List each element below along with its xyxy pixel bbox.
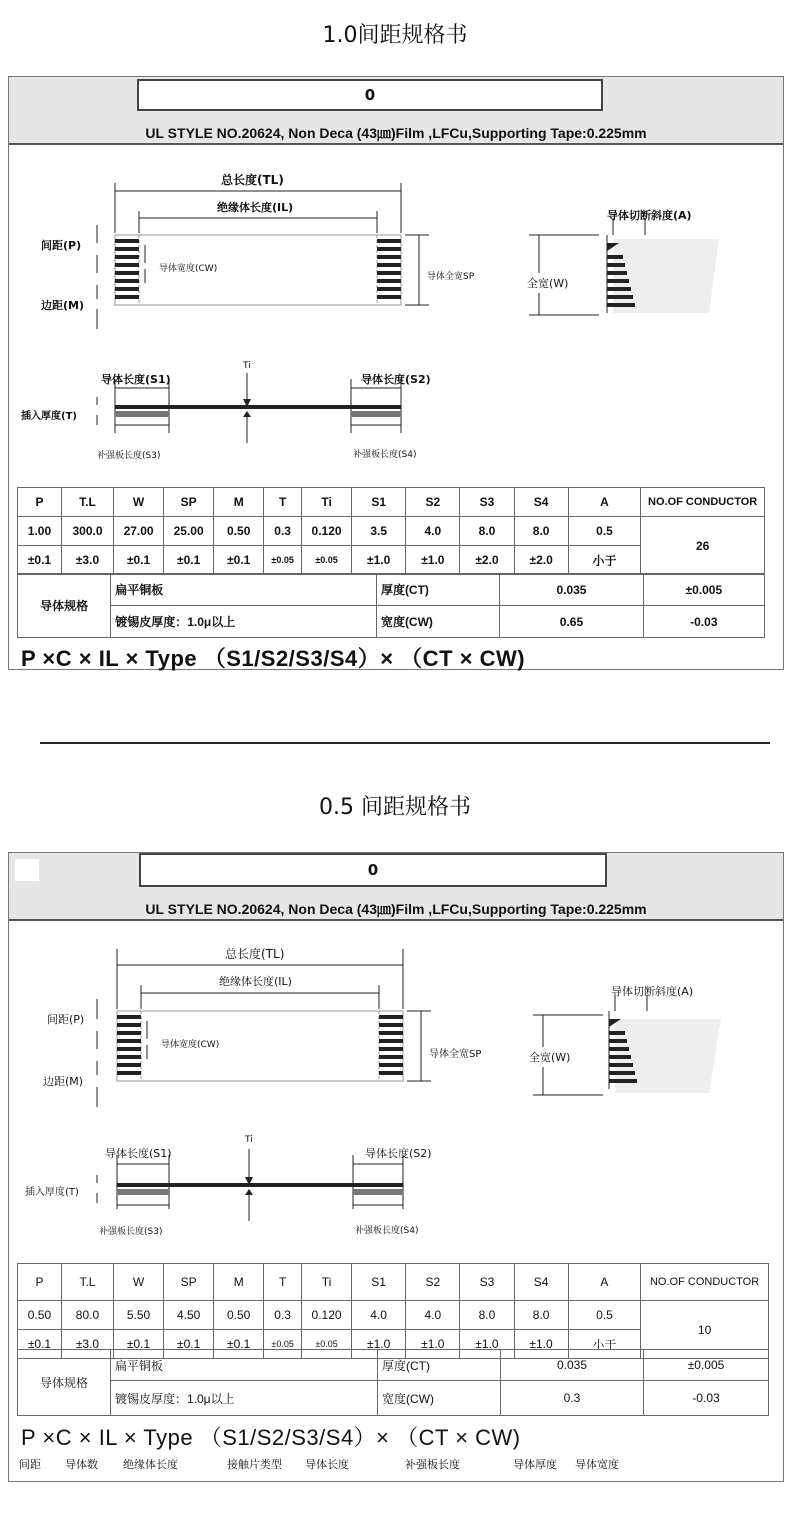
s2-label: 导体长度(S2) bbox=[365, 1147, 432, 1160]
legend-conductor-width: 导体宽度 bbox=[575, 1458, 619, 1471]
conductor-spec-table bbox=[17, 573, 765, 638]
value-w: 5.50 bbox=[114, 1301, 164, 1330]
header-s4: S4 bbox=[514, 1264, 568, 1301]
header-tl: T.L bbox=[61, 488, 113, 517]
header-s1: S1 bbox=[352, 1264, 406, 1301]
value-ti: 0.120 bbox=[302, 1301, 352, 1330]
tol-m: ±0.1 bbox=[214, 1330, 264, 1359]
tol-t: ±0.05 bbox=[264, 1330, 302, 1359]
conductor-full-width-label: 导体全宽SP bbox=[425, 1043, 509, 1062]
spec-table bbox=[17, 487, 765, 575]
value-s2: 4.0 bbox=[406, 1301, 460, 1330]
total-length-label: 总长度(TL) bbox=[221, 173, 284, 187]
value-m: 0.50 bbox=[214, 517, 264, 546]
tol-s3: ±1.0 bbox=[460, 1330, 514, 1359]
header-a: A bbox=[568, 488, 641, 517]
dimension-drawing bbox=[9, 919, 783, 1264]
value-sp: 4.50 bbox=[164, 1301, 214, 1330]
legend-contact-type: 接触片类型 bbox=[227, 1458, 282, 1471]
ti-label: Ti bbox=[239, 359, 255, 373]
cut-slope-label: 导体切断斜度(A) bbox=[611, 985, 694, 998]
legend-insulation-length: 绝缘体长度 bbox=[123, 1458, 178, 1471]
tol-p: ±0.1 bbox=[18, 1330, 62, 1359]
thickness-label: 插入厚度(T) bbox=[21, 411, 77, 422]
ct-value: 0.035 bbox=[501, 1350, 644, 1381]
value-s1: 4.0 bbox=[352, 1301, 406, 1330]
tol-ti: ±0.05 bbox=[302, 1330, 352, 1359]
header-conductor-count: NO.OF CONDUCTOR bbox=[641, 1264, 769, 1301]
header-s3: S3 bbox=[460, 488, 514, 517]
part-number-formula: P ×C × IL × Type （S1/S2/S3/S4）× （CT × CW) bbox=[21, 1425, 521, 1450]
tol-t: ±0.05 bbox=[264, 546, 302, 575]
tol-m: ±0.1 bbox=[214, 546, 264, 575]
tol-w: ±0.1 bbox=[114, 1330, 164, 1359]
value-m: 0.50 bbox=[214, 1301, 264, 1330]
cw-label: 宽度(CW) bbox=[378, 1381, 501, 1416]
legend-conductor-thickness: 导体厚度 bbox=[513, 1458, 557, 1471]
ct-label: 厚度(CT) bbox=[378, 1350, 501, 1381]
cw-label: 宽度(CW) bbox=[376, 606, 499, 638]
part-code-box: 0 bbox=[139, 853, 607, 887]
conductor-material: 扁平铜板 bbox=[111, 1350, 378, 1381]
cw-tolerance: -0.03 bbox=[643, 606, 764, 638]
header-s2: S2 bbox=[406, 488, 460, 517]
tol-s1: ±1.0 bbox=[352, 1330, 406, 1359]
header-w: W bbox=[114, 1264, 164, 1301]
margin-label: 边距(M) bbox=[41, 299, 85, 312]
header-m: M bbox=[214, 488, 264, 517]
cw-tolerance: -0.03 bbox=[644, 1381, 769, 1416]
value-s3: 8.0 bbox=[460, 1301, 514, 1330]
pitch-label: 间距(P) bbox=[47, 1013, 85, 1026]
full-width-label: 全宽(W) bbox=[525, 1047, 599, 1067]
value-tl: 80.0 bbox=[61, 1301, 113, 1330]
conductor-spec-label: 导体规格 bbox=[18, 1350, 111, 1416]
spec-table bbox=[17, 1263, 769, 1359]
value-s2: 4.0 bbox=[406, 517, 460, 546]
tol-sp: ±0.1 bbox=[164, 546, 214, 575]
conductor-spec-table bbox=[17, 1349, 769, 1416]
value-ti: 0.120 bbox=[302, 517, 352, 546]
header-w: W bbox=[114, 488, 164, 517]
total-length-label: 总长度(TL) bbox=[225, 947, 285, 961]
ul-style-line: UL STYLE NO.20624, Non Deca (43㎛)Film ,LFCu,Supporting Tape:0.225mm bbox=[145, 125, 647, 141]
pitch-label: 间距(P) bbox=[41, 239, 82, 252]
s4-label: 补强板长度(S4) bbox=[349, 445, 475, 462]
margin-label: 边距(M) bbox=[43, 1075, 84, 1088]
spec-heading-1: 1.0间距规格书 bbox=[322, 23, 468, 48]
ct-value: 0.035 bbox=[500, 574, 643, 606]
tol-tl: ±3.0 bbox=[61, 1330, 113, 1359]
header-t: T bbox=[264, 1264, 302, 1301]
tol-w: ±0.1 bbox=[114, 546, 164, 575]
value-a: 0.5 bbox=[568, 1301, 641, 1330]
conductor-width-label: 导体宽度(CW) bbox=[155, 259, 221, 276]
tol-s2: ±1.0 bbox=[406, 546, 460, 575]
ct-tolerance: ±0.005 bbox=[644, 1350, 769, 1381]
tol-s2: ±1.0 bbox=[406, 1330, 460, 1359]
tol-p: ±0.1 bbox=[18, 546, 62, 575]
spec-heading-2: 0.5 间距规格书 bbox=[319, 795, 471, 820]
header-s1: S1 bbox=[352, 488, 406, 517]
header-p: P bbox=[18, 1264, 62, 1301]
value-p: 0.50 bbox=[18, 1301, 62, 1330]
cw-value: 0.3 bbox=[501, 1381, 644, 1416]
insulation-length-label: 绝缘体长度(IL) bbox=[219, 975, 292, 988]
tol-tl: ±3.0 bbox=[61, 546, 113, 575]
value-s1: 3.5 bbox=[352, 517, 406, 546]
header-m: M bbox=[214, 1264, 264, 1301]
header-sp: SP bbox=[164, 1264, 214, 1301]
value-t: 0.3 bbox=[264, 1301, 302, 1330]
blank-cell bbox=[15, 859, 39, 881]
tol-a: 小于 bbox=[568, 546, 641, 575]
header-ti: Ti bbox=[302, 488, 352, 517]
conductor-full-width-label: 导体全宽SP bbox=[423, 267, 507, 284]
dimension-drawing bbox=[9, 143, 783, 488]
tol-ti: ±0.05 bbox=[302, 546, 352, 575]
s4-label: 补强板长度(S4) bbox=[351, 1221, 477, 1238]
s3-label: 补强板长度(S3) bbox=[93, 445, 247, 471]
value-sp: 25.00 bbox=[164, 517, 214, 546]
conductor-material: 扁平铜板 bbox=[111, 574, 377, 606]
s2-label: 导体长度(S2) bbox=[361, 373, 431, 386]
legend-conductor-length: 导体长度 bbox=[305, 1458, 349, 1471]
value-conductor-count: 26 bbox=[641, 517, 765, 575]
full-width-label: 全宽(W) bbox=[523, 273, 572, 293]
cut-slope-label: 导体切断斜度(A) bbox=[607, 209, 692, 222]
insulation-length-label: 绝缘体长度(IL) bbox=[217, 201, 294, 214]
header-p: P bbox=[18, 488, 62, 517]
value-t: 0.3 bbox=[264, 517, 302, 546]
conductor-width-label: 导体宽度(CW) bbox=[157, 1035, 223, 1052]
value-tl: 300.0 bbox=[61, 517, 113, 546]
ul-style-line: UL STYLE NO.20624, Non Deca (43㎛)Film ,LFCu,Supporting Tape:0.225mm bbox=[145, 901, 647, 917]
header-s2: S2 bbox=[406, 1264, 460, 1301]
header-s4: S4 bbox=[514, 488, 568, 517]
part-code-box: 0 bbox=[137, 79, 603, 111]
value-s4: 8.0 bbox=[514, 517, 568, 546]
tol-s4: ±2.0 bbox=[514, 546, 568, 575]
conductor-spec-label: 导体规格 bbox=[18, 574, 111, 638]
ct-label: 厚度(CT) bbox=[376, 574, 499, 606]
value-p: 1.00 bbox=[18, 517, 62, 546]
header-s3: S3 bbox=[460, 1264, 514, 1301]
plating-thickness: 镀锡皮厚度：1.0μ以上 bbox=[111, 606, 377, 638]
cw-value: 0.65 bbox=[500, 606, 643, 638]
tol-a: 小于 bbox=[568, 1330, 641, 1359]
header-a: A bbox=[568, 1264, 641, 1301]
header-ti: Ti bbox=[302, 1264, 352, 1301]
value-a: 0.5 bbox=[568, 517, 641, 546]
ti-label: Ti bbox=[241, 1133, 257, 1147]
legend-stiffener-length: 补强板长度 bbox=[405, 1458, 460, 1471]
value-s4: 8.0 bbox=[514, 1301, 568, 1330]
s3-label: 补强板长度(S3) bbox=[95, 1221, 249, 1249]
tol-s1: ±1.0 bbox=[352, 546, 406, 575]
header-tl: T.L bbox=[61, 1264, 113, 1301]
tol-sp: ±0.1 bbox=[164, 1330, 214, 1359]
header-t: T bbox=[264, 488, 302, 517]
tol-s4: ±1.0 bbox=[514, 1330, 568, 1359]
tol-s3: ±2.0 bbox=[460, 546, 514, 575]
spec-sheet-1 bbox=[8, 76, 784, 670]
part-number-formula: P ×C × IL × Type （S1/S2/S3/S4）× （CT × CW) bbox=[21, 646, 526, 671]
thickness-label: 插入厚度(T) bbox=[25, 1187, 79, 1198]
value-w: 27.00 bbox=[114, 517, 164, 546]
spec-sheet-2 bbox=[8, 852, 784, 1482]
value-conductor-count: 10 bbox=[641, 1301, 769, 1359]
section-divider bbox=[40, 742, 770, 744]
value-s3: 8.0 bbox=[460, 517, 514, 546]
header-conductor-count: NO.OF CONDUCTOR bbox=[641, 488, 765, 517]
header-sp: SP bbox=[164, 488, 214, 517]
plating-thickness: 镀锡皮厚度：1.0μ以上 bbox=[111, 1381, 378, 1416]
legend-conductor-count: 导体数 bbox=[65, 1458, 98, 1471]
legend-pitch: 间距 bbox=[19, 1458, 41, 1471]
s1-label: 导体长度(S1) bbox=[101, 373, 171, 386]
ct-tolerance: ±0.005 bbox=[643, 574, 764, 606]
s1-label: 导体长度(S1) bbox=[105, 1147, 172, 1160]
